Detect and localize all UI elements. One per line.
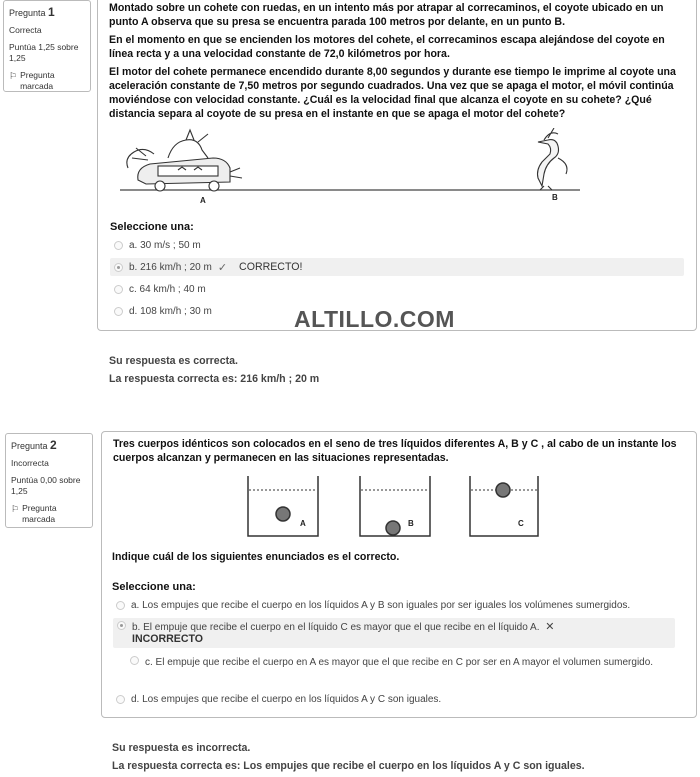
feedback-result: Su respuesta es correcta. <box>109 355 238 367</box>
answer-option-b[interactable]: b. 216 km/h ; 20 m ✓ CORRECTO! <box>110 258 684 276</box>
question-number: 2 <box>50 438 57 452</box>
question-info-1 <box>3 0 91 92</box>
answer-verdict: CORRECTO! <box>239 261 303 273</box>
answer-radio-a[interactable] <box>114 241 123 250</box>
answer-option-c[interactable]: c. El empuje que recibe el cuerpo en A es mayor que el que recibe en C por ser en A mayor el volumen sumergido. <box>130 655 670 683</box>
question-number: 1 <box>48 5 55 19</box>
select-one-label: Seleccione una: <box>112 581 196 593</box>
container-label-c: C <box>518 519 524 528</box>
flag-icon: ⚐ <box>11 503 20 514</box>
answer-radio-c[interactable] <box>130 656 139 665</box>
coyote-rocket-icon <box>127 130 242 191</box>
container-b <box>360 476 430 536</box>
liquid-containers-figure <box>240 474 540 542</box>
correct-check-icon: ✓ <box>217 261 228 274</box>
question-text-p3: El motor del cohete permanece encendido durante 8,00 segundos y durante ese tiempo le imprime al coyote una aceleración constante de 7,50 metros por segundo cuadrados. Una vez que se apaga el motor, el móvil continúa moviéndose con velocidad constante. ¿Cuál es la velocidad final que alcanza el coyote en su cohete? ¿Qué distancia separa al coyote de su presa en el instante en que se apaga el motor del cohete? <box>109 66 676 120</box>
question-status: Incorrecta <box>11 458 49 469</box>
answer-option-c[interactable]: c. 64 km/h ; 40 m <box>114 282 684 297</box>
answer-option-a[interactable]: a. 30 m/s ; 50 m <box>114 238 684 253</box>
question-text-p2: En el momento en que se encienden los motores del cohete, el correcaminos escapa alejándose del coyote en línea recta y a una velocidad constante de 72,0 kilómetros por hora. <box>109 34 665 60</box>
container-label-a: A <box>300 519 306 528</box>
answer-verdict: INCORRECTO <box>132 633 204 645</box>
answer-option-a[interactable]: a. Los empujes que recibe el cuerpo en los líquidos A y B son iguales por ser iguales los volúmenes sumergidos. <box>116 598 688 612</box>
container-a <box>248 476 318 536</box>
answer-option-b[interactable]: b. El empuje que recibe el cuerpo en el líquido C es mayor que el que recibe en el líquido A. ✕ INCORRECTO <box>113 618 675 648</box>
question-score: Puntúa 0,00 sobre 1,25 <box>11 474 81 497</box>
incorrect-x-icon: ✕ <box>545 621 555 633</box>
figure-label-b: B <box>552 193 558 202</box>
container-c <box>470 476 538 536</box>
answer-option-d[interactable]: d. 108 km/h ; 30 m <box>114 304 684 319</box>
figure-label-a: A <box>200 196 206 205</box>
question-text-p1: Tres cuerpos idénticos son colocados en el seno de tres líquidos diferentes A, B y C , al cabo de un instante los cuerpos alcanzan y permanecen en las situaciones representadas. <box>113 438 677 464</box>
flag-question-link[interactable]: ⚐ Pregunta marcada <box>11 502 57 525</box>
answer-radio-c[interactable] <box>114 285 123 294</box>
roadrunner-icon <box>538 128 568 190</box>
select-one-label: Seleccione una: <box>110 221 194 233</box>
question-text-p1: Montado sobre un cohete con ruedas, en un intento más por atrapar al correcaminos, el coyote ubicado en un punto A observa que su presa se encuentra parada 100 metros por delante, en un punto B. <box>109 2 664 28</box>
question-instruction: Indique cuál de los siguientes enunciados es el correcto. <box>112 551 400 563</box>
flag-question-link[interactable]: ⚐ Pregunta marcada <box>9 69 55 92</box>
question-title: Pregunta 1 <box>9 5 55 19</box>
answer-radio-b[interactable] <box>117 621 126 630</box>
question-score: Puntúa 1,25 sobre 1,25 <box>9 41 79 64</box>
question-title: Pregunta 2 <box>11 438 57 452</box>
feedback-correct-answer: La respuesta correcta es: Los empujes que recibe el cuerpo en los líquidos A y C son iguales. <box>112 760 585 772</box>
question-info-2 <box>5 433 93 528</box>
question-status: Correcta <box>9 25 42 36</box>
container-label-b: B <box>408 519 414 528</box>
flag-icon: ⚐ <box>9 70 18 81</box>
feedback-result: Su respuesta es incorrecta. <box>112 742 251 754</box>
feedback-2 <box>112 739 585 775</box>
coyote-roadrunner-figure <box>118 128 588 206</box>
feedback-1 <box>109 352 319 388</box>
watermark: ALTILLO.COM <box>294 306 455 332</box>
feedback-correct-answer: La respuesta correcta es: 216 km/h ; 20 m <box>109 373 320 385</box>
answer-option-d[interactable]: d. Los empujes que recibe el cuerpo en los líquidos A y C son iguales. <box>116 692 676 706</box>
answer-radio-d[interactable] <box>114 307 123 316</box>
answer-radio-a[interactable] <box>116 601 125 610</box>
answer-radio-d[interactable] <box>116 695 125 704</box>
answer-radio-b[interactable] <box>114 263 123 272</box>
